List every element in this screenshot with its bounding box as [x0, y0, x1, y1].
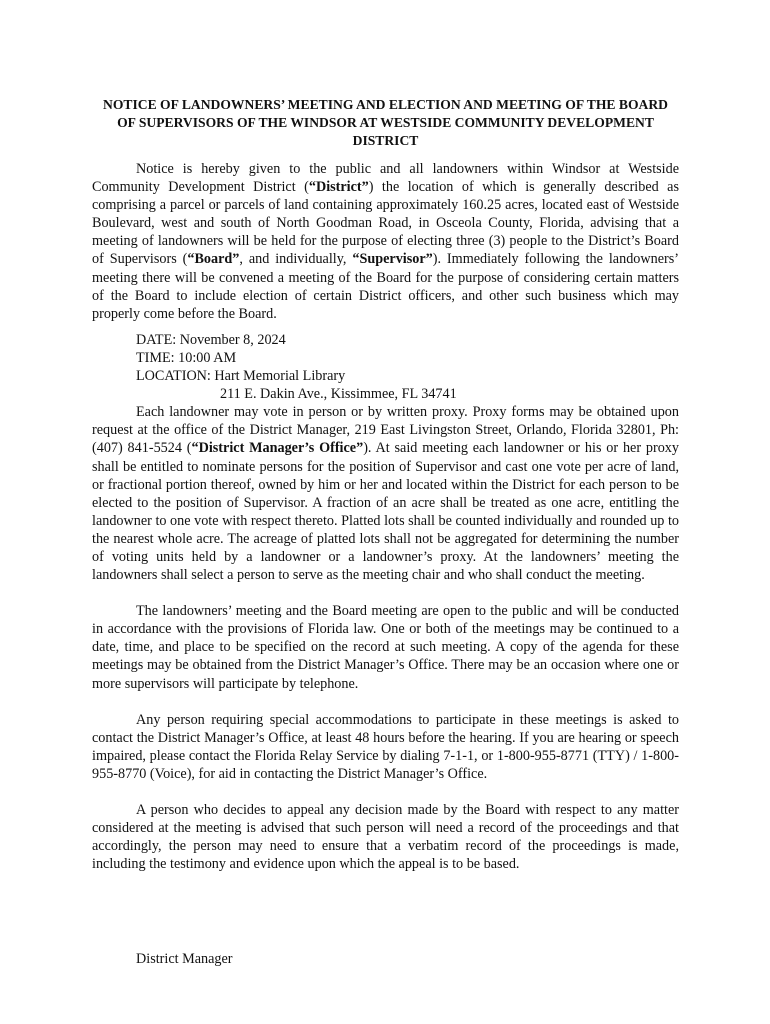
notice-document: [92, 96, 679, 873]
intro-text-3: , and individually,: [239, 251, 353, 268]
meeting-address: 211 E. Dakin Ave., Kissimmee, FL 34741: [220, 386, 457, 403]
signature-line: District Manager: [136, 951, 233, 967]
board-term: “Board”: [187, 251, 240, 268]
intro-text-4: ). Immediately following the landowners’ meeting there will be convened a meeting of the Board for the purpose of considering certain matters of the Board to include election of certain District officers, and other such business which may properly come before the Board.: [92, 251, 679, 322]
proxy-text-2: ). At said meeting each landowner or his or her proxy shall be entitled to nominate persons for the position of Supervisor and cast one vote per acre of land, or fractional portion thereof, owned by him or her and located within the District for each person to be elected to the position of Supervisor. A fraction of an acre shall be treated as one acre, entitling the landowner to one vote with respect thereto. Platted lots shall be counted individually and rounded up to the nearest whole acre. The acreage of platted lots shall not be aggregated for determining the number of voting units held by a landowner or a landowner’s proxy. At the landowners’ meeting the landowners shall select a person to serve as the meeting chair and who shall conduct the meeting.: [92, 440, 679, 584]
open-meeting-paragraph: The landowners’ meeting and the Board meeting are open to the public and will be conducted in accordance with the provisions of Florida law. One or both of the meetings may be continued to a date, time, and place to be specified on the record at such meeting. A copy of the agenda for these meetings may be obtained from the District Manager’s Office. There may be an occasion where one or more supervisors will participate by telephone.: [92, 603, 679, 692]
meeting-location: LOCATION: Hart Memorial Library: [136, 368, 346, 385]
proxy-paragraph: [92, 403, 679, 584]
supervisor-term: “Supervisor”: [352, 251, 433, 268]
district-manager-office-term: “District Manager’s Office”: [191, 440, 364, 457]
intro-paragraph: [92, 160, 679, 323]
meeting-details: [136, 331, 679, 403]
meeting-date: DATE: November 8, 2024: [136, 331, 286, 348]
intro-text-2: ) the location of which is generally described as comprising a parcel or parcels of land containing approximately 160.25 acres, located east of Westside Boulevard, west and south of North Goodman Road, in Osceola County, Florida, advising that a meeting of landowners will be held for the purpose of electing three (3) people to the District’s Board of Supervisors (: [92, 179, 679, 268]
meeting-time: TIME: 10:00 AM: [136, 349, 237, 366]
accommodations-paragraph: Any person requiring special accommodations to participate in these meetings is asked to contact the District Manager’s Office, at least 48 hours before the hearing. If you are hearing or speech impaired, please contact the Florida Relay Service by dialing 7-1-1, or 1-800-955-8771 (TTY) / 1-800-955-8770 (Voice), for aid in contacting the District Manager’s Office.: [92, 711, 679, 782]
district-term: “District”: [308, 179, 369, 196]
notice-title: NOTICE OF LANDOWNERS’ MEETING AND ELECTION AND MEETING OF THE BOARD OF SUPERVISORS OF THE WINDSOR AT WESTSIDE COMMUNITY DEVELOPMENT DISTRICT: [103, 97, 668, 148]
proxy-text-1: Each landowner may vote in person or by written proxy. Proxy forms may be obtained upon request at the office of the District Manager, 219 East Livingston Street, Orlando, Florida 32801, Ph: (407) 841-5524 (: [92, 404, 679, 457]
appeal-paragraph: A person who decides to appeal any decision made by the Board with respect to any matter considered at the meeting is advised that such person will need a record of the proceedings and that accordingly, the person may need to ensure that a verbatim record of the proceedings is made, including the testimony and evidence upon which the appeal is to be based.: [92, 802, 679, 873]
intro-text-1: Notice is hereby given to the public and all landowners within Windsor at Westside Community Development District (: [92, 161, 679, 196]
